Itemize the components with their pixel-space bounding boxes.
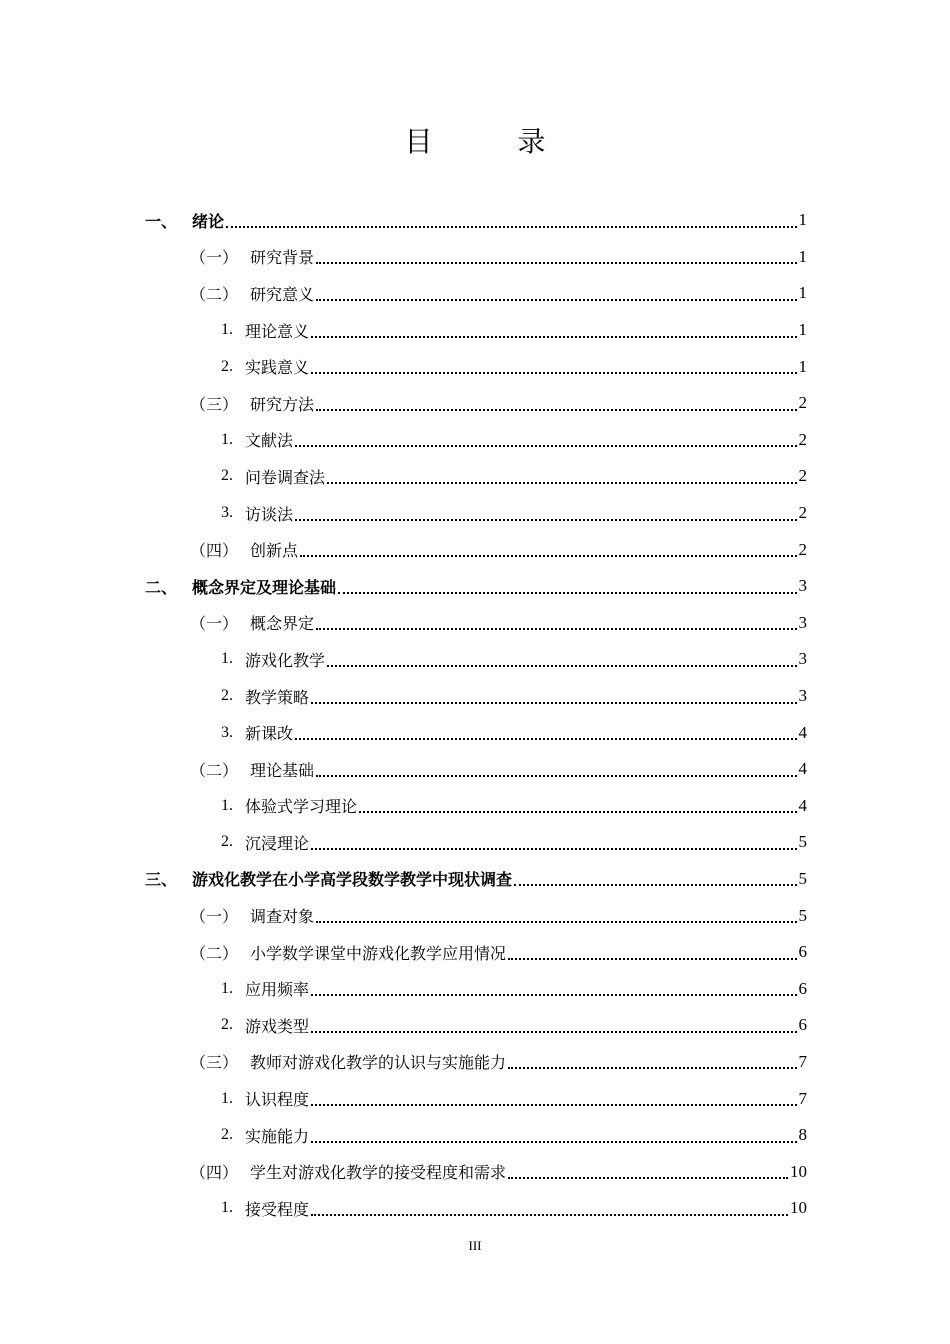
toc-entry-line	[221, 678, 807, 715]
toc-entry-number: 2.	[221, 1016, 233, 1034]
toc-entry-title: 认识程度	[245, 1090, 310, 1110]
toc-entry[interactable]	[0, 348, 950, 385]
toc-entry-title: 问卷调查法	[245, 467, 326, 487]
toc-entry[interactable]	[0, 1117, 950, 1154]
toc-entry-title: 概念界定	[250, 614, 315, 634]
dot-leader	[508, 957, 796, 960]
toc-entry-line	[221, 1117, 807, 1154]
dot-leader	[311, 701, 796, 704]
toc-entry-line	[190, 275, 807, 312]
page-title: 目 录	[404, 125, 584, 158]
dot-leader	[514, 883, 796, 886]
toc-entry-number: 1.	[221, 796, 233, 814]
toc-entry-line	[221, 788, 807, 825]
toc-entry-line	[221, 422, 807, 459]
toc-entry[interactable]	[0, 422, 950, 459]
toc-entry[interactable]	[0, 1080, 950, 1117]
toc-entry-page: 6	[798, 1015, 807, 1035]
toc-entry[interactable]	[0, 605, 950, 642]
dot-leader	[295, 444, 796, 447]
toc-entry-page: 6	[798, 978, 807, 998]
toc-entry-number: （四）	[190, 1163, 239, 1183]
dot-leader	[327, 664, 796, 667]
dot-leader	[295, 518, 796, 521]
dot-leader	[311, 993, 796, 996]
toc-entry-page: 4	[798, 759, 807, 779]
toc-entry-page: 1	[798, 210, 807, 230]
table-of-contents	[0, 202, 950, 1227]
dot-leader	[338, 591, 796, 594]
toc-entry-number: （三）	[190, 394, 239, 414]
toc-entry-number: 1.	[221, 1089, 233, 1107]
toc-entry-page: 7	[798, 1051, 807, 1071]
toc-entry-title: 学生对游戏化教学的接受程度和需求	[250, 1163, 507, 1183]
toc-entry-number: （四）	[190, 541, 239, 561]
toc-entry-title: 接受程度	[245, 1199, 310, 1219]
toc-entry-number: 1.	[221, 979, 233, 997]
toc-entry[interactable]	[0, 788, 950, 825]
toc-entry-number: （二）	[190, 284, 239, 304]
toc-entry-title: 应用频率	[245, 980, 310, 1000]
toc-entry-number: 2.	[221, 1126, 233, 1144]
toc-entry[interactable]	[0, 641, 950, 678]
toc-entry-line	[145, 861, 807, 898]
toc-entry-line	[145, 202, 807, 239]
toc-entry-line	[221, 1190, 807, 1227]
toc-entry-number: 二、	[145, 577, 178, 597]
toc-entry-page: 5	[798, 905, 807, 925]
toc-entry-number: 3.	[221, 723, 233, 741]
toc-entry-line	[221, 458, 807, 495]
toc-entry-title: 理论基础	[250, 760, 315, 780]
toc-entry-line	[190, 934, 807, 971]
dot-leader	[316, 408, 796, 411]
dot-leader	[311, 1140, 796, 1143]
dot-leader	[295, 737, 796, 740]
toc-entry-page: 2	[798, 429, 807, 449]
toc-entry-title: 理论意义	[245, 321, 310, 341]
toc-entry-title: 研究背景	[250, 248, 315, 268]
toc-entry-title: 沉浸理论	[245, 833, 310, 853]
toc-entry-line	[221, 714, 807, 751]
toc-entry-line	[221, 312, 807, 349]
dot-leader	[316, 298, 796, 301]
toc-entry-title: 游戏化教学在小学高学段数学教学中现状调查	[192, 870, 513, 890]
toc-entry-number: 1.	[221, 650, 233, 668]
toc-entry-title: 访谈法	[245, 504, 294, 524]
toc-entry-number: （一）	[190, 248, 239, 268]
toc-entry[interactable]	[0, 312, 950, 349]
toc-entry-title: 研究方法	[250, 394, 315, 414]
toc-entry-page: 5	[798, 868, 807, 888]
dot-leader	[311, 1030, 796, 1033]
toc-entry-line	[221, 641, 807, 678]
toc-entry-number: 三、	[145, 870, 178, 890]
toc-entry[interactable]	[0, 861, 950, 898]
toc-entry-line	[190, 531, 807, 568]
toc-entry-page: 1	[798, 320, 807, 340]
toc-entry[interactable]	[0, 751, 950, 788]
toc-entry-page: 3	[798, 649, 807, 669]
dot-leader	[316, 774, 796, 777]
toc-entry-line	[221, 1007, 807, 1044]
dot-leader	[311, 371, 796, 374]
toc-entry[interactable]	[0, 1190, 950, 1227]
toc-entry-number: 3.	[221, 504, 233, 522]
dot-leader	[359, 810, 796, 813]
toc-entry-number: 1.	[221, 1199, 233, 1217]
toc-entry-line	[190, 385, 807, 422]
toc-entry-title: 实践意义	[245, 358, 310, 378]
toc-entry-page: 5	[798, 832, 807, 852]
dot-leader	[311, 335, 796, 338]
toc-entry-number: 2.	[221, 467, 233, 485]
toc-entry-title: 实施能力	[245, 1126, 310, 1146]
toc-entry[interactable]	[0, 897, 950, 934]
toc-entry-line	[190, 1044, 807, 1081]
toc-entry-page: 4	[798, 722, 807, 742]
toc-entry-page: 7	[798, 1088, 807, 1108]
toc-entry-page: 10	[790, 1198, 807, 1218]
toc-entry-number: （一）	[190, 614, 239, 634]
toc-entry-page: 2	[798, 539, 807, 559]
toc-entry-line	[190, 897, 807, 934]
toc-entry-title: 游戏类型	[245, 1016, 310, 1036]
toc-entry-number: 一、	[145, 211, 178, 231]
dot-leader	[311, 1103, 796, 1106]
toc-entry[interactable]	[0, 202, 950, 239]
toc-entry[interactable]	[0, 934, 950, 971]
toc-entry-page: 6	[798, 942, 807, 962]
toc-entry-line	[145, 568, 807, 605]
toc-entry-title: 创新点	[250, 541, 299, 561]
dot-leader	[316, 261, 796, 264]
dot-leader	[300, 554, 796, 557]
toc-entry-number: 2.	[221, 833, 233, 851]
toc-entry-title: 概念界定及理论基础	[192, 577, 337, 597]
toc-entry-title: 小学数学课堂中游戏化教学应用情况	[250, 943, 507, 963]
toc-entry-number: 1.	[221, 430, 233, 448]
toc-entry-number: 2.	[221, 357, 233, 375]
toc-entry-number: 1.	[221, 321, 233, 339]
toc-entry-title: 新课改	[245, 724, 294, 744]
toc-entry-page: 3	[798, 612, 807, 632]
toc-entry[interactable]	[0, 1007, 950, 1044]
toc-entry-number: （二）	[190, 943, 239, 963]
toc-entry-number: （二）	[190, 760, 239, 780]
toc-entry-line	[221, 348, 807, 385]
toc-entry-title: 游戏化教学	[245, 650, 326, 670]
dot-leader	[508, 1066, 796, 1069]
toc-entry-page: 1	[798, 246, 807, 266]
toc-entry-line	[190, 239, 807, 276]
dot-leader	[316, 627, 796, 630]
toc-entry-page: 2	[798, 503, 807, 523]
toc-entry[interactable]	[0, 1044, 950, 1081]
toc-entry-title: 文献法	[245, 431, 294, 451]
toc-entry-line	[190, 1153, 807, 1190]
toc-entry[interactable]	[0, 385, 950, 422]
toc-entry-title: 体验式学习理论	[245, 797, 358, 817]
toc-entry-title: 研究意义	[250, 284, 315, 304]
toc-entry[interactable]	[0, 1153, 950, 1190]
toc-entry-page: 2	[798, 393, 807, 413]
toc-entry-page: 3	[798, 686, 807, 706]
toc-entry[interactable]	[0, 678, 950, 715]
toc-entry-page: 3	[798, 576, 807, 596]
toc-entry-line	[221, 1080, 807, 1117]
toc-entry-page: 4	[798, 795, 807, 815]
toc-entry-line	[190, 751, 807, 788]
toc-entry-title: 绪论	[192, 211, 225, 231]
toc-entry-line	[221, 495, 807, 532]
toc-entry-page: 1	[798, 356, 807, 376]
dot-leader	[316, 920, 796, 923]
toc-entry-number: （三）	[190, 1053, 239, 1073]
toc-entry[interactable]	[0, 531, 950, 568]
toc-entry[interactable]	[0, 239, 950, 276]
toc-entry-line	[221, 970, 807, 1007]
toc-entry-page: 8	[798, 1125, 807, 1145]
toc-entry-page: 10	[790, 1161, 807, 1181]
toc-entry-line	[221, 824, 807, 861]
toc-entry-line	[190, 605, 807, 642]
dot-leader	[327, 481, 796, 484]
toc-entry[interactable]	[0, 824, 950, 861]
toc-entry-page: 1	[798, 283, 807, 303]
toc-entry-title: 教师对游戏化教学的认识与实施能力	[250, 1053, 507, 1073]
toc-entry-number: 2.	[221, 687, 233, 705]
toc-entry-page: 2	[798, 466, 807, 486]
dot-leader	[508, 1176, 788, 1179]
page-number: III	[468, 1238, 482, 1253]
dot-leader	[311, 1213, 788, 1216]
toc-entry-title: 教学策略	[245, 687, 310, 707]
toc-entry[interactable]	[0, 568, 950, 605]
dot-leader	[226, 225, 796, 228]
toc-entry[interactable]	[0, 970, 950, 1007]
dot-leader	[311, 847, 796, 850]
toc-entry-title: 调查对象	[250, 907, 315, 927]
toc-entry[interactable]	[0, 495, 950, 532]
toc-entry[interactable]	[0, 275, 950, 312]
toc-entry[interactable]	[0, 714, 950, 751]
toc-entry[interactable]	[0, 458, 950, 495]
toc-entry-number: （一）	[190, 907, 239, 927]
